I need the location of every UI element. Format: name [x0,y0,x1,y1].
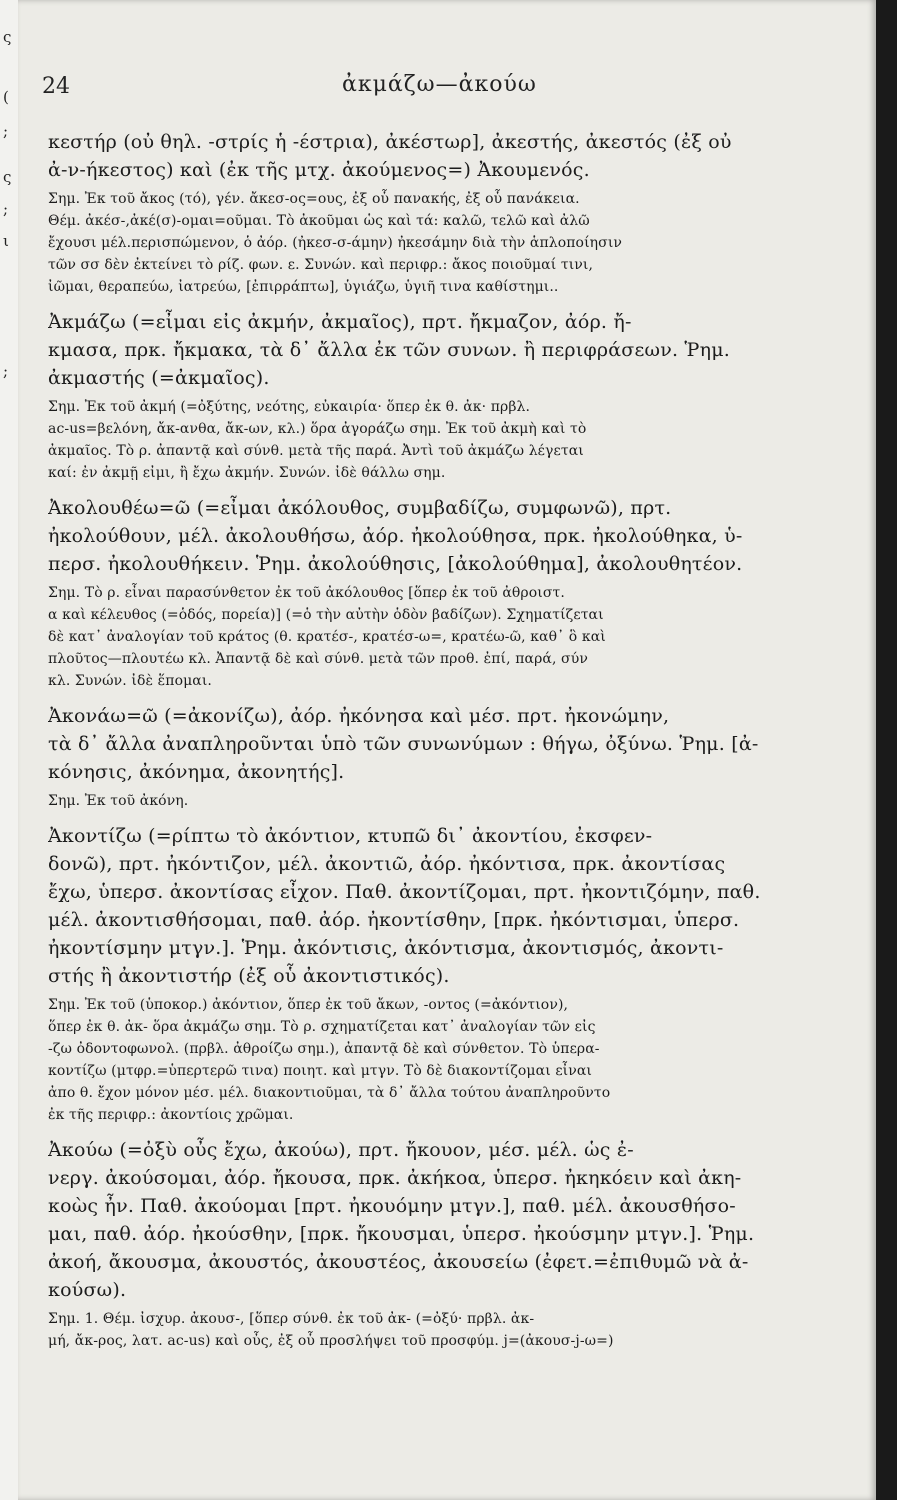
dictionary-page [18,0,876,1500]
entry-line: ἀκοή, ἄκουσμα, ἀκουστός, ἀκουστέος, ἀκουσείω (ἐφετ.=ἐπιθυμῶ νὰ ἀ- [48,1251,749,1273]
entry-block [48,822,848,990]
entry-line: Ἀκοντίζω (=ρίπτω τὸ ἀκόντιον, κτυπῶ δι᾿ ἀκοντίου, ἐκσφεν- [48,825,653,847]
entry-line: κούσω). [48,1279,127,1301]
entry-line: ἠκοντίσμην μτγν.]. Ῥημ. ἀκόντισις, ἀκόντισμα, ἀκοντισμός, ἀκοντι- [48,937,724,959]
margin-mark: ( [3,88,9,106]
entry-block [48,1136,848,1304]
note-line: πλοῦτος—πλουτέω κλ. Ἀπαντᾷ δὲ καὶ σύνθ. μετὰ τῶν προθ. ἐπί, παρά, σύν [48,651,588,667]
note-line: -ζω ὀδοντοφωνολ. (πρβλ. ἀθροίζω σημ.), ἀπαντᾷ δὲ καὶ σύνθετον. Τὸ ὑπερα- [48,1041,600,1057]
margin-mark: ; [3,200,9,218]
note-line: μή, ἄκ-ρος, λατ. ac-us) καὶ οὖς, ἐξ οὗ προσλήψει τοῦ προσφύμ. j=(ἀκουσ-j-ω=) [48,1333,614,1349]
page-body [48,128,848,1352]
entry-line: μαι, παθ. ἀόρ. ἠκούσθην, [πρκ. ἤκουσμαι, ὑπερσ. ἠκούσμην μτγν.]. Ῥημ. [48,1223,755,1245]
entry-line: κοὼς ἦν. Παθ. ἀκούομαι [πρτ. ἠκουόμην μτγν.], παθ. μέλ. ἀκουσθήσο- [48,1195,736,1217]
note-line: κοντίζω (μτφρ.=ὑπερτερῶ τινα) ποιητ. καὶ μτγν. Τὸ δὲ διακοντίζομαι εἶναι [48,1063,593,1079]
note-block [48,396,848,484]
note-block [48,582,848,692]
margin-mark: ; [3,362,9,380]
entry-line: ἠκολούθουν, μέλ. ἀκολουθήσω, ἀόρ. ἠκολούθησα, πρκ. ἠκολούθηκα, ὑ- [48,525,743,547]
note-line: δὲ κατ᾿ ἀναλογίαν τοῦ κράτος (θ. κρατέσ-, κρατέσ-ω=, κρατέω-ῶ, καθ᾿ ὃ καὶ [48,629,606,645]
note-line: ἀπο θ. ἔχον μόνον μέσ. μέλ. διακοντιοῦμαι, τὰ δ᾿ ἄλλα τούτου ἀναπληροῦντο [48,1085,611,1101]
entry-line: κόνησις, ἀκόνημα, ἀκονητής]. [48,761,345,783]
note-line: τῶν σσ δὲν ἐκτείνει τὸ ρίζ. φων. ε. Συνών. καὶ περιφρ.: ἄκος ποιοῦμαί τινι, [48,257,594,273]
entry-line: Ἀκολουθέω=ῶ (=εἶμαι ἀκόλουθος, συμβαδίζω, συμφωνῶ), πρτ. [48,497,672,519]
note-line: Σημ. Ἐκ τοῦ ἀκόνη. [48,793,189,809]
note-block [48,1308,848,1352]
entry-line: μέλ. ἀκοντισθήσομαι, παθ. ἀόρ. ἠκοντίσθην, [πρκ. ἠκόντισμαι, ὑπερσ. [48,909,740,931]
note-block [48,994,848,1126]
note-line: Σημ. Ἐκ τοῦ (ὑποκορ.) ἀκόντιον, ὅπερ ἐκ τοῦ ἄκων, -οντος (=ἀκόντιον), [48,997,569,1013]
note-line: α καὶ κέλευθος (=ὁδός, πορεία)] (=ὁ τὴν αὐτὴν ὁδὸν βαδίζων). Σχηματίζεται [48,607,604,623]
note-block [48,790,848,812]
note-line: ἀκμαῖος. Τὸ ρ. ἀπαντᾷ καὶ σύνθ. μετὰ τῆς παρά. Ἀντὶ τοῦ ἀκμάζω λέγεται [48,443,584,459]
page-number: 24 [42,74,70,99]
entry-line: κμασα, πρκ. ἤκμακα, τὰ δ᾿ ἄλλα ἐκ τῶν συνων. ἢ περιφράσεων. Ῥημ. [48,339,731,361]
note-line: Σημ. Ἐκ τοῦ ἄκος (τό), γέν. ἄκεσ-ος=ους, ἐξ οὗ πανακής, ἐξ οὗ πανάκεια. [48,191,580,207]
entry-line: δονῶ), πρτ. ἠκόντιζον, μέλ. ἀκοντιῶ, ἀόρ. ἠκόντισα, πρκ. ἀκοντίσας [48,853,726,875]
note-line: ac-us=βελόνη, ἄκ-ανθα, ἄκ-ων, κλ.) ὅρα ἀγοράζω σημ. Ἐκ τοῦ ἀκμὴ καὶ τὸ [48,421,587,437]
entry-line: τὰ δ᾿ ἄλλα ἀναπληροῦνται ὑπὸ τῶν συνωνύμων : θήγω, ὀξύνω. Ῥημ. [ἀ- [48,733,759,755]
binding-edge [0,0,18,1500]
note-line: Σημ. 1. Θέμ. ἰσχυρ. ἀκουσ-, [ὅπερ σύνθ. ἐκ τοῦ ἀκ- (=ὀξύ· πρβλ. ἀκ- [48,1311,535,1327]
entry-line: Ἀκούω (=ὀξὺ οὖς ἔχω, ἀκούω), πρτ. ἤκουον, μέσ. μέλ. ὡς ἐ- [48,1139,634,1161]
note-line: Θέμ. ἀκέσ-,ἀκέ(σ)-ομαι=οῦμαι. Τὸ ἀκοῦμαι ὡς καὶ τά: καλῶ, τελῶ καὶ ἀλῶ [48,213,590,229]
note-line: ἰῶμαι, θεραπεύω, ἰατρεύω, [ἐπιρράπτω], ὑγιάζω, ὑγιῆ τινα καθίστημι.. [48,279,559,295]
note-line: ὅπερ ἐκ θ. ἀκ- ὅρα ἀκμάζω σημ. Τὸ ρ. σχηματίζεται κατ᾿ ἀναλογίαν τῶν εἰς [48,1019,596,1035]
entry-line: στής ἢ ἀκοντιστήρ (ἐξ οὗ ἀκοντιστικός). [48,965,450,987]
entry-block [48,308,848,392]
entry-line: ἔχω, ὑπερσ. ἀκοντίσας εἶχον. Παθ. ἀκοντίζομαι, πρτ. ἠκοντιζόμην, παθ. [48,881,761,903]
page-header [42,70,842,110]
note-line: Σημ. Ἐκ τοῦ ἀκμή (=ὀξύτης, νεότης, εὐκαιρία· ὅπερ ἐκ θ. ἀκ· πρβλ. [48,399,531,415]
note-line: ἔχουσι μέλ.περισπώμενον, ὁ ἀόρ. (ἠκεσ-σ-άμην) ἠκεσάμην διὰ τὴν ἁπλοποίησιν [48,235,623,251]
entry-line: ἀ-ν-ήκεστος) καὶ (ἐκ τῆς μτχ. ἀκούμενος=) Ἀκουμενός. [48,159,590,181]
note-line: ἐκ τῆς περιφρ.: ἀκοντίοις χρῶμαι. [48,1107,294,1123]
margin-mark: ι [3,232,9,250]
entry-line: κεστήρ (οὐ θηλ. -στρίς ἡ -έστρια), ἀκέστωρ], ἀκεστής, ἀκεστός (ἐξ οὐ [48,131,732,153]
note-line: καί: ἐν ἀκμῇ εἰμι, ἢ ἔχω ἀκμήν. Συνών. ἰδὲ θάλλω σημ. [48,465,446,481]
entry-line: Ἀκονάω=ῶ (=ἀκονίζω), ἀόρ. ἠκόνησα καὶ μέσ. πρτ. ἠκονώμην, [48,705,670,727]
margin-mark: ς [3,28,12,46]
running-head: ἀκμάζω—ἀκούω [342,72,537,97]
entry-line: νεργ. ἀκούσομαι, ἀόρ. ἤκουσα, πρκ. ἀκήκοα, ὑπερσ. ἠκηκόειν καὶ ἀκη- [48,1167,742,1189]
margin-mark: ; [3,122,9,140]
margin-mark: ς [3,168,12,186]
entry-line: περσ. ἠκολουθήκειν. Ῥημ. ἀκολούθησις, [ἀκολούθημα], ἀκολουθητέον. [48,553,743,575]
entry-block [48,128,848,184]
note-block [48,188,848,298]
entry-line: Ἀκμάζω (=εἶμαι εἰς ἀκμήν, ἀκμαῖος), πρτ. ἤκμαζον, ἀόρ. ἤ- [48,311,632,333]
entry-block [48,702,848,786]
note-line: Σημ. Τὸ ρ. εἶναι παρασύνθετον ἐκ τοῦ ἀκόλουθος [ὅπερ ἐκ τοῦ ἀθροιστ. [48,585,565,601]
entry-line: ἀκμαστής (=ἀκμαῖος). [48,367,270,389]
entry-block [48,494,848,578]
note-line: κλ. Συνών. ἰδὲ ἕπομαι. [48,673,212,689]
